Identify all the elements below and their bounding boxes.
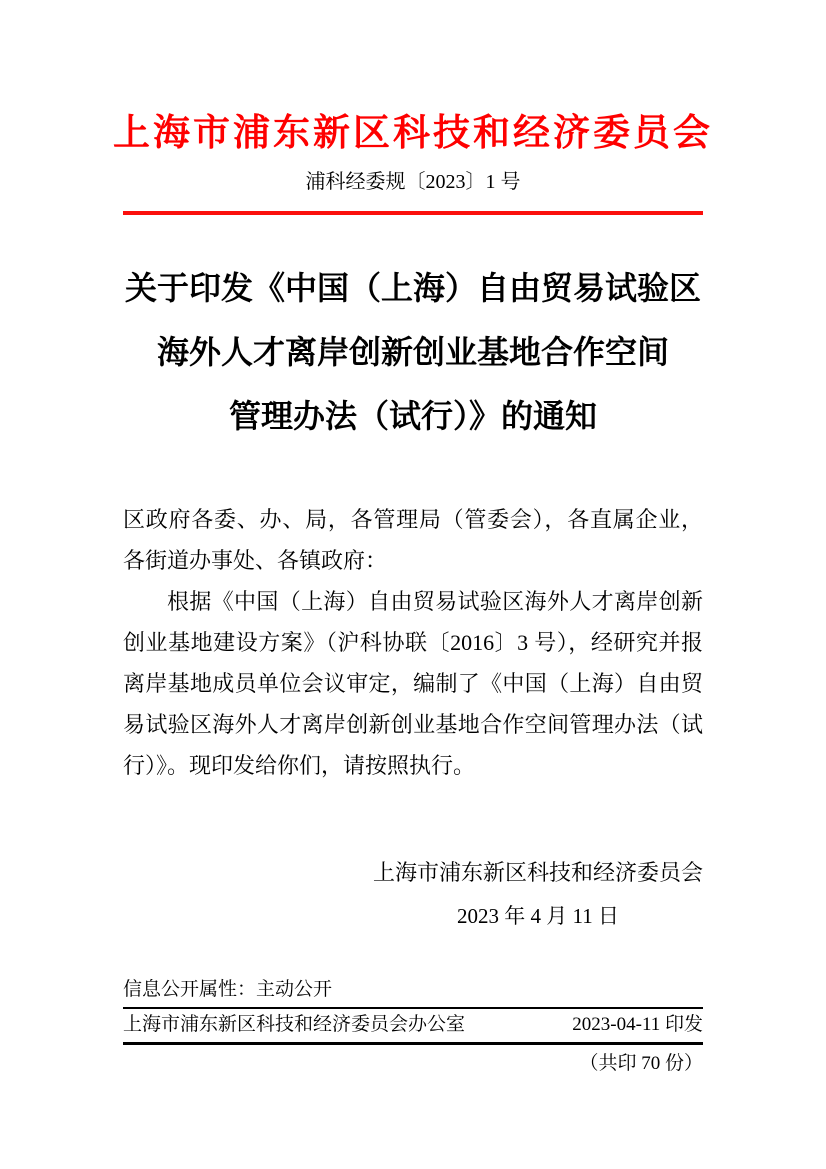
copies-count: （共印 70 份）: [579, 1053, 703, 1074]
signature-organization: 上海市浦东新区科技和经济委员会: [372, 860, 703, 885]
document-footer: [123, 978, 703, 1076]
disclosure-row: [123, 978, 703, 1009]
issuing-office: 上海市浦东新区科技和经济委员会办公室: [123, 1014, 466, 1035]
document-number: 浦科经委规〔2023〕1 号: [305, 171, 521, 193]
copies-row: [123, 1045, 703, 1076]
notice-title-line-1: 关于印发《中国（上海）自由贸易试验区: [124, 270, 701, 306]
notice-body: [123, 499, 703, 786]
disclosure-attribute: 信息公开属性：主动公开: [123, 979, 333, 1000]
red-divider-rule: [123, 211, 703, 215]
signature-date: 2023 年 4 月 11 日: [457, 904, 619, 928]
notice-title-line-2: 海外人才离岸创新创业基地合作空间: [156, 334, 669, 370]
notice-title-line-3: 管理办法（试行）》的通知: [228, 398, 597, 434]
body-paragraph: 根据《中国（上海）自由贸易试验区海外人才离岸创新创业基地建设方案》（沪科协联〔2016〕3 号），经研究并报离岸基地成员单位会议审定，编制了《中国（上海）自由贸易试验区海外人才离岸创新创业基地合作空间管理办法（试行）》。现印发给你们，请按照执行。: [123, 589, 703, 778]
signature-block: [373, 858, 703, 931]
notice-title: [63, 256, 763, 448]
print-date: 2023-04-11 印发: [572, 1014, 703, 1035]
issuing-office-row: [123, 1009, 703, 1045]
letterhead-issuer-title: 上海市浦东新区科技和经济委员会: [113, 113, 713, 154]
salutation: 区政府各委、办、局，各管理局（管委会），各直属企业，各街道办事处、各镇政府：: [123, 507, 703, 573]
